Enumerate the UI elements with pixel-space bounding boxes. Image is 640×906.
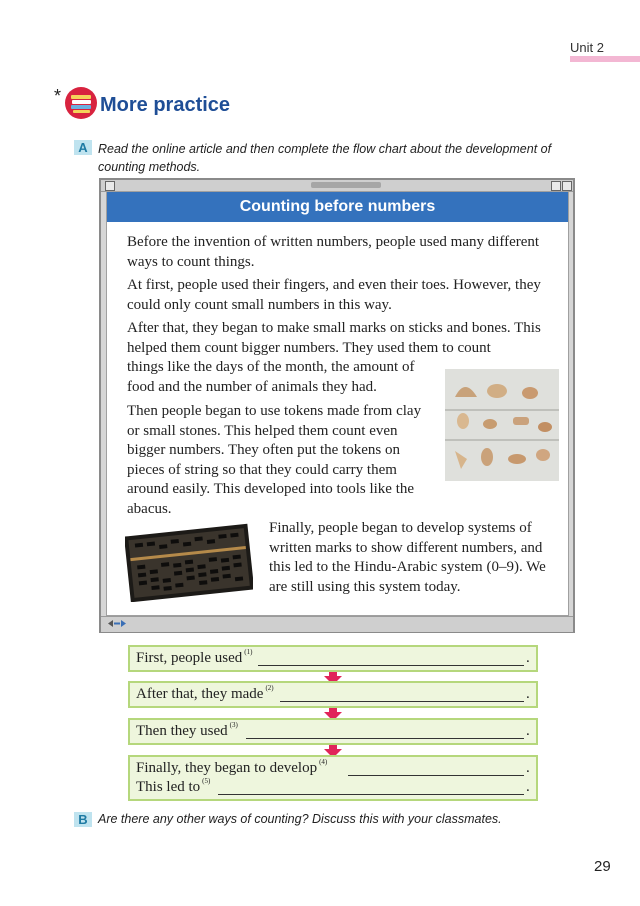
- article-paragraph: Before the invention of written numbers, people used many different ways to count things.: [127, 234, 540, 270]
- flow-step-2: [128, 681, 538, 708]
- blank-number: (5): [202, 777, 211, 785]
- answer-blank-1[interactable]: [258, 665, 524, 666]
- section-title: More practice: [100, 94, 231, 116]
- answer-blank-5[interactable]: [218, 794, 524, 795]
- flow-step-4: [128, 755, 538, 801]
- flow-step-period: .: [526, 686, 530, 702]
- clay-tokens-image: [445, 369, 559, 481]
- flow-step-3: [128, 718, 538, 745]
- window-status-bar: [101, 616, 573, 632]
- flow-step-period: .: [526, 760, 530, 776]
- task-b-instruction: Are there any other ways of counting? Discuss this with your classmates.: [98, 812, 502, 826]
- asterisk-marker: *: [54, 86, 62, 106]
- unit-underline: [570, 56, 640, 62]
- flow-step-period: .: [526, 650, 530, 666]
- flow-step-period: .: [526, 779, 530, 795]
- browser-window: [99, 178, 575, 633]
- unit-label: Unit 2: [570, 40, 604, 55]
- flow-step-text: First, people used: [136, 650, 243, 666]
- article-page: [106, 191, 569, 616]
- flow-step-text: This led to: [136, 779, 201, 795]
- task-a-tag: A: [74, 140, 92, 155]
- article-paragraph: After that, they began to make small marks on sticks and bones. This helped them count bigger numbers. They used them to count: [127, 320, 541, 356]
- flow-step-text: Finally, they began to develop: [136, 760, 318, 776]
- task-a-instruction: Read the online article and then complete the flow chart about the development of counting methods.: [98, 142, 552, 174]
- blank-number: (2): [265, 684, 274, 692]
- flow-step-1: [128, 645, 538, 672]
- task-b-tag: B: [74, 812, 92, 827]
- blank-number: (4): [319, 758, 328, 766]
- flow-step-text: After that, they made: [136, 686, 264, 702]
- article-paragraph: At first, people used their fingers, and even their toes. However, they could only count small numbers in this way.: [127, 277, 541, 313]
- article-heading: Counting before numbers: [107, 192, 568, 222]
- answer-blank-3[interactable]: [246, 738, 524, 739]
- abacus-image: [125, 522, 253, 602]
- article-paragraph: Then people began to use tokens made from clay or small stones. This helped them count even bigger numbers. They often put the tokens on pieces of string so that they could carry them around easily. This developed into tools like the abacus.: [127, 403, 422, 517]
- window-menu-icon[interactable]: [105, 181, 115, 191]
- article-paragraph: things like the days of the month, the amount of food and the number of animals they had.: [127, 359, 415, 395]
- answer-blank-4[interactable]: [348, 775, 524, 776]
- window-resize-icon[interactable]: [551, 181, 561, 191]
- books-icon: [64, 86, 98, 120]
- window-maximize-icon[interactable]: [562, 181, 572, 191]
- page-number: 29: [594, 858, 611, 875]
- blank-number: (3): [229, 721, 238, 729]
- navigation-arrows-icon[interactable]: [107, 619, 127, 628]
- window-drag-handle[interactable]: [311, 182, 381, 188]
- article-paragraph: Finally, people began to develop systems of written marks to show different numbers, and this led to the Hindu-Arabic system (0–9). We are still using this system today.: [269, 520, 546, 595]
- answer-blank-2[interactable]: [280, 701, 524, 702]
- blank-number: (1): [244, 648, 253, 656]
- flow-step-period: .: [526, 723, 530, 739]
- flow-step-text: Then they used: [136, 723, 228, 739]
